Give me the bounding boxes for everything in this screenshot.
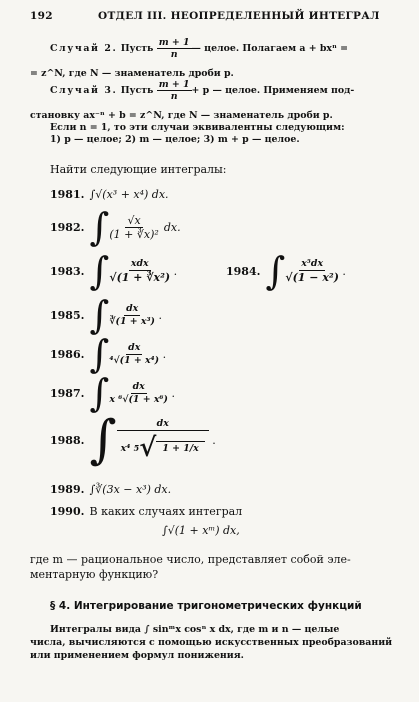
case3-label: Случай 3.: [50, 84, 118, 96]
integral-sign: ∫: [89, 293, 110, 337]
problem-number: 1987.: [50, 386, 85, 400]
denominator-power: x⁴: [120, 442, 131, 454]
problem-1984: 1984. ∫ $\frac{\text{x⁵dx}}{\text{√(1 − x²)}}$ .: [226, 249, 346, 293]
radicand: 1 + 1/x: [156, 441, 204, 455]
intro-line4: 1) p — целое; 2) m — целое; 3) m + p — целое.: [50, 134, 300, 145]
fraction-denominator: [120, 431, 205, 464]
page-title: ОТДЕЛ III. НЕОПРЕДЕЛЕННЫЙ ИНТЕГРАЛ: [98, 10, 380, 22]
problem-number: 1983.: [50, 264, 85, 278]
problem-number: 1985.: [50, 308, 85, 322]
outro-line3: или применением формул понижения.: [30, 650, 244, 661]
case3-frac-num: m + 1: [158, 79, 190, 90]
problem-1982: [50, 205, 181, 249]
integral-sign: ∫: [89, 249, 110, 293]
problem-fraction: [117, 417, 209, 464]
problem-number: 1988.: [50, 433, 85, 447]
problem-fraction: [109, 215, 158, 240]
problem-1990: [50, 502, 242, 521]
fraction-denominator: √(1 − x²): [285, 270, 339, 284]
fraction-numerator: √x: [127, 213, 141, 227]
fraction-denominator: √(1 + ∛x²): [109, 270, 171, 284]
problem-number: 1990.: [50, 505, 85, 518]
page-number: 192: [30, 10, 53, 22]
problem-tail: dx.: [163, 220, 181, 234]
case3-text-b: + p — целое. Применяем под-: [191, 84, 355, 96]
problem-fraction: [109, 304, 155, 326]
case3-fraction: [157, 80, 192, 102]
fraction-denominator: ⁴√(1 + x⁴): [109, 354, 160, 366]
problem-1983: 1983. ∫ $\frac{\text{xdx}}{\text{√(1 + ∛x²)}}$ .: [50, 249, 178, 293]
problem-1986: 1986. ∫ $\frac{dx}{\text{⁴√(1 + x⁴)}}$ .: [50, 332, 167, 376]
intro-line3: Если n = 1, то эти случаи эквивалентны следующим:: [50, 122, 345, 133]
problem-fraction: [285, 259, 339, 282]
case2-frac-num: m + 1: [158, 37, 190, 48]
problem-expression: ∫∛(3x − x³) dx.: [89, 483, 172, 496]
problem-1985: 1985. ∫ $\frac{dx}{\text{∛(1 + x³)}}$ .: [50, 293, 162, 337]
fraction-denominator: x ⁶√(1 + x⁶): [109, 393, 168, 405]
problem-number: 1984.: [226, 264, 261, 278]
fraction-numerator: xdx: [130, 258, 149, 270]
fraction-numerator: dx: [126, 303, 139, 315]
problem-fraction: [109, 343, 159, 365]
case3-frac-den: n: [170, 91, 178, 103]
problem-1988: 1988. ∫ dx x⁴ 5 √ 1 + 1/x .: [50, 410, 216, 470]
case2-frac-den: n: [170, 49, 178, 61]
integral-sign: ∫: [89, 205, 110, 249]
case2-line1: [50, 38, 348, 60]
case3-line1: [50, 80, 354, 102]
radical-sign: √: [139, 433, 157, 464]
section-heading: § 4. Интегрирование тригонометрических функций: [50, 600, 362, 612]
task-heading: Найти следующие интегралы:: [50, 163, 227, 176]
problem-number: 1981.: [50, 188, 85, 201]
problem-1990-integral: ∫√(1 + xᵐ) dx,: [162, 524, 240, 537]
fraction-numerator: x⁵dx: [301, 258, 324, 270]
case3-line2: становку ax⁻ⁿ + b = z^N, где N — знаменатель дроби p.: [30, 110, 333, 121]
case2-text-a: Пусть: [120, 42, 154, 54]
case2-fraction: [157, 38, 192, 60]
case2-line2: = z^N, где N — знаменатель дроби p.: [30, 68, 234, 79]
fraction-numerator: dx: [128, 342, 141, 354]
problem-text: В каких случаях интеграл: [89, 505, 243, 518]
problem-fraction: [109, 382, 168, 404]
problem-1981: [50, 185, 169, 204]
problem-fraction: [109, 259, 170, 282]
problem-expression: ∫√(x³ + x⁴) dx.: [89, 188, 169, 201]
problem-1987: 1987. ∫ $\frac{dx}{\text{x ⁶√(1 + x⁶)}}$ .: [50, 371, 175, 415]
fraction-numerator: dx: [132, 381, 145, 393]
problem-1990-text3: ментарную функцию?: [30, 568, 159, 581]
outro-line2: числа, вычисляются с помощью искусственных преобразований: [30, 637, 393, 648]
case2-text-b: — целое. Полагаем a + bxⁿ =: [191, 42, 348, 54]
integral-sign: ∫: [89, 371, 110, 415]
fraction-denominator: ∛(1 + x³): [109, 315, 155, 327]
case3-text-a: Пусть: [120, 84, 154, 96]
case2-label: Случай 2.: [50, 42, 118, 54]
integral-sign: ∫: [89, 332, 110, 376]
problem-number: 1982.: [50, 220, 85, 234]
problem-1989: [50, 480, 171, 499]
problem-1990-text2: где m — рациональное число, представляет собой эле-: [30, 553, 351, 566]
outro-line1: Интегралы вида ∫ sinᵐx cosⁿ x dx, где m и n — целые: [50, 624, 340, 635]
integral-sign: ∫: [89, 410, 117, 470]
root-index: 5: [133, 443, 140, 454]
fraction-numerator: dx: [117, 419, 209, 431]
fraction-denominator: (1 + ∛x)²: [109, 227, 159, 241]
problem-number: 1989.: [50, 483, 85, 496]
integral-sign: ∫: [265, 249, 286, 293]
problem-number: 1986.: [50, 347, 85, 361]
